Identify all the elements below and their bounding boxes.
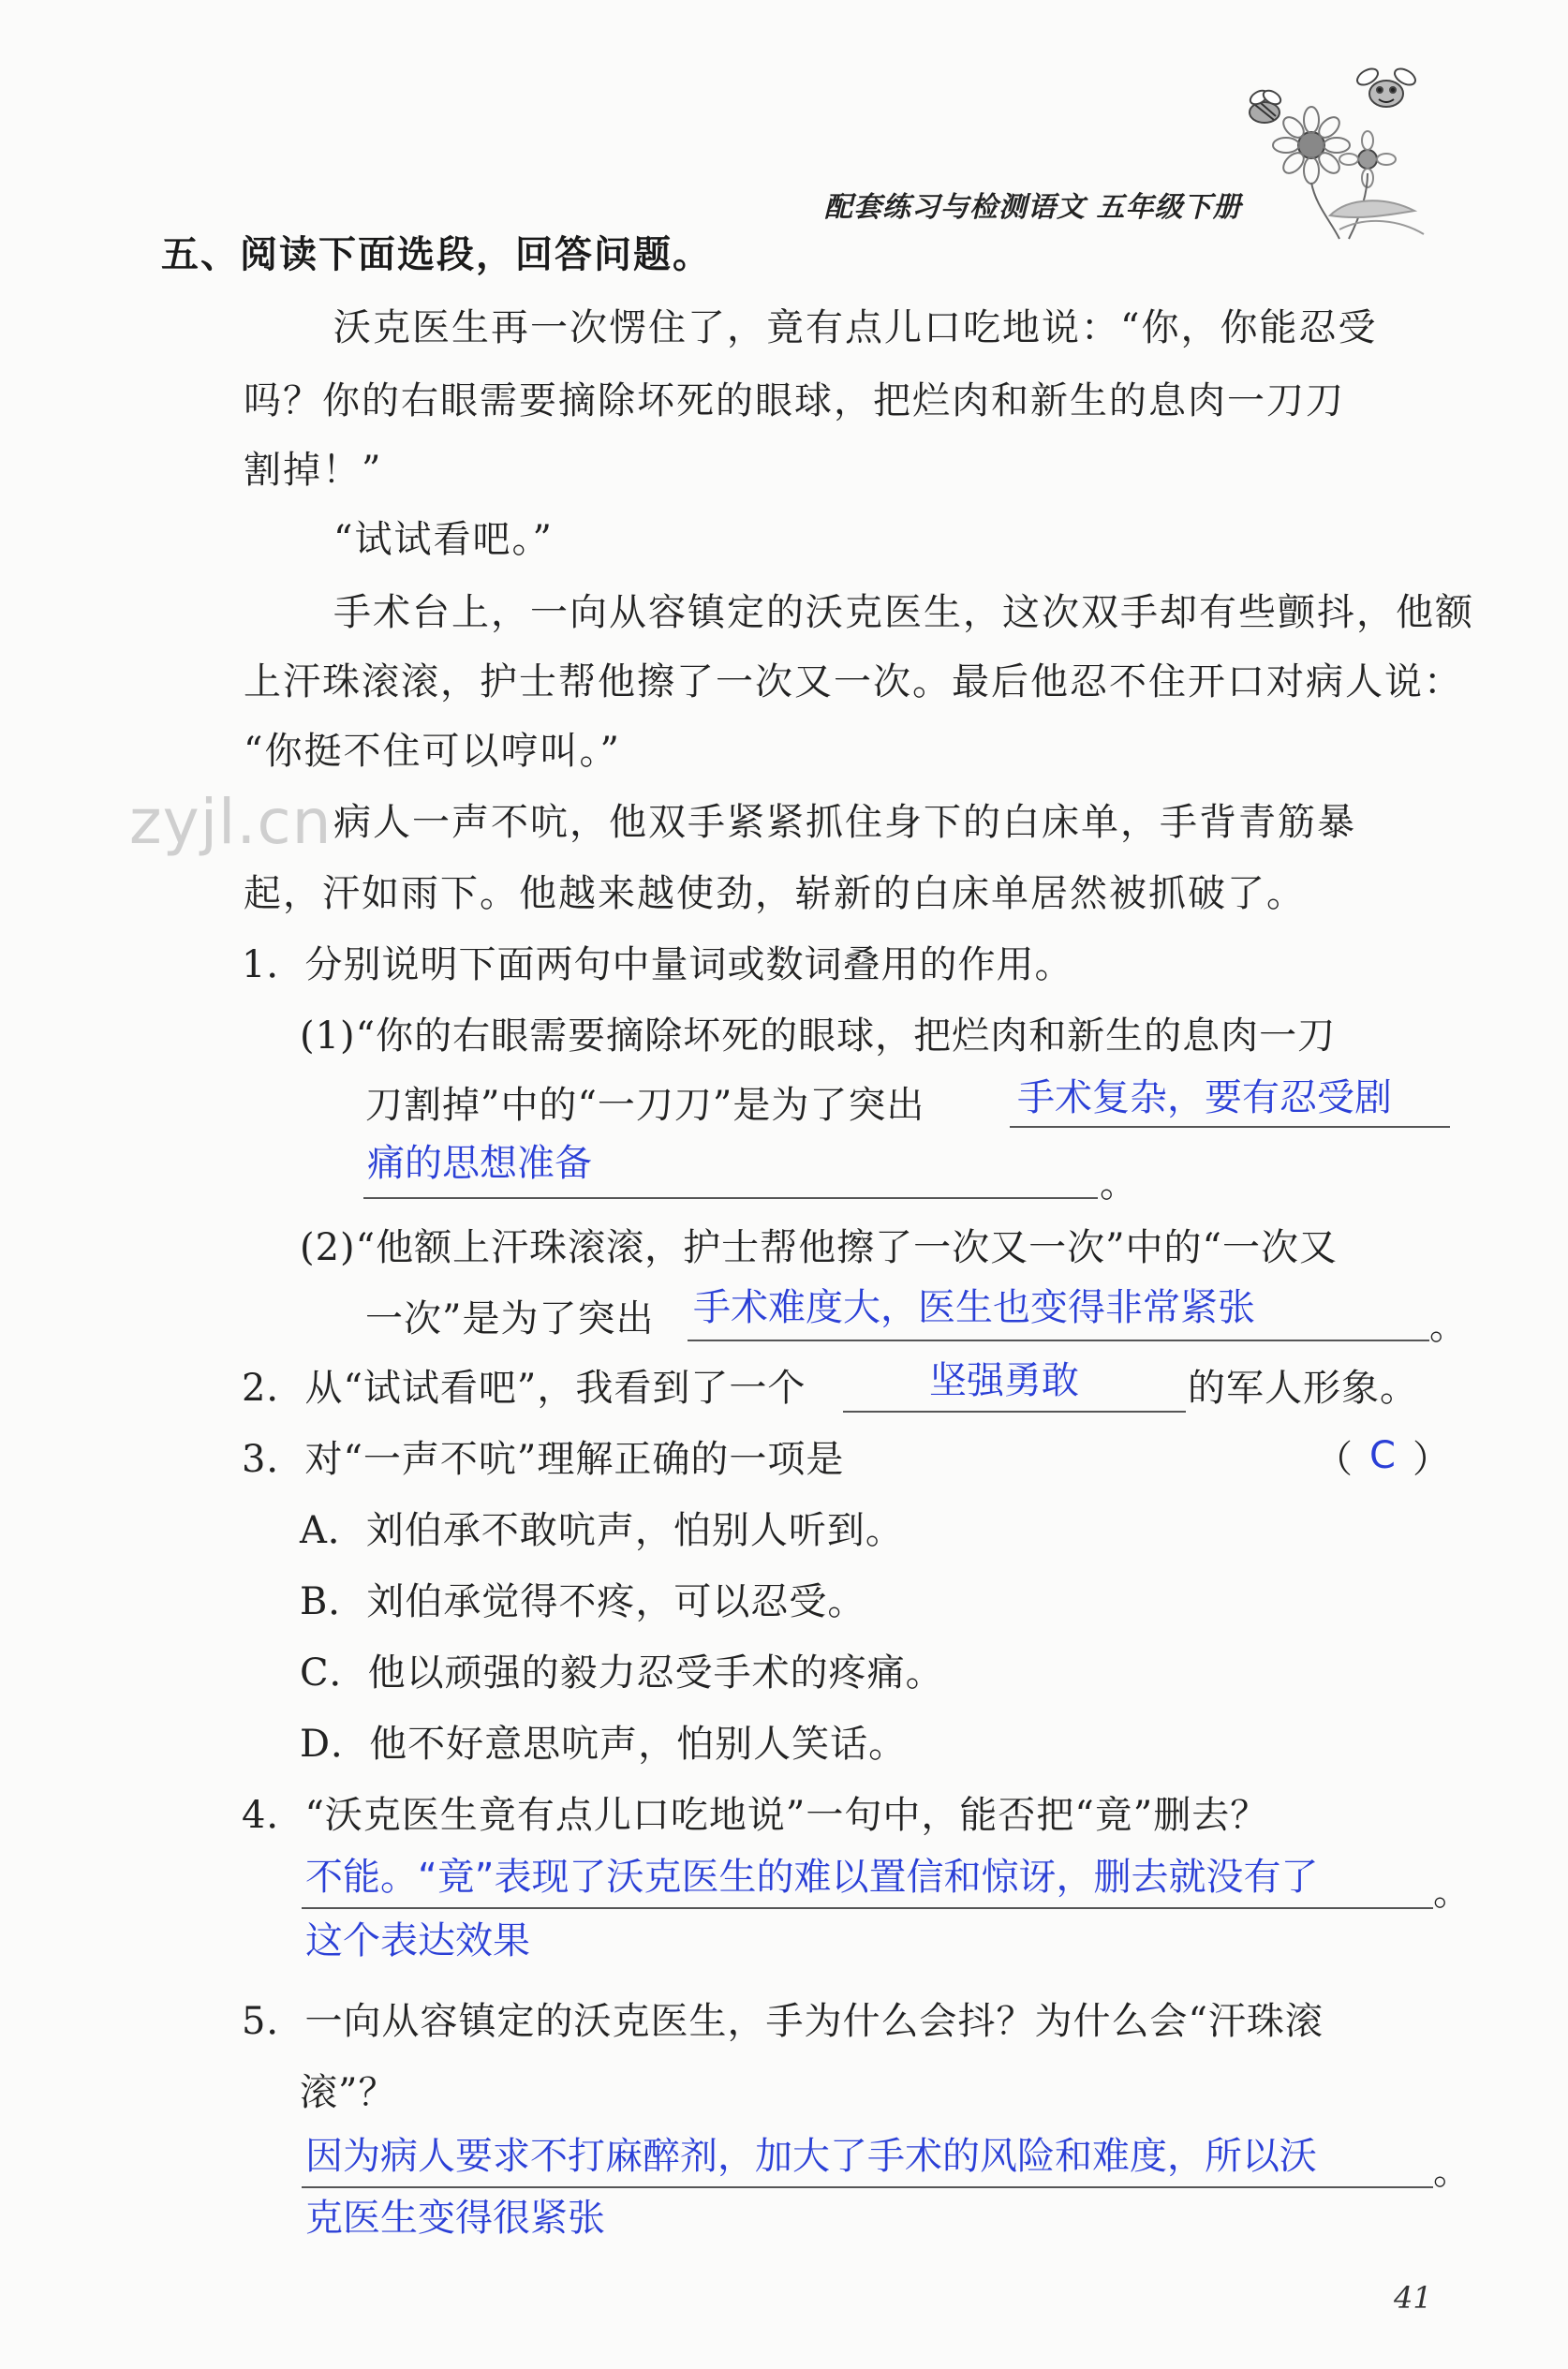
option-a: A．刘伯承不敢吭声，怕别人听到。	[300, 1509, 904, 1552]
answer-5: 因为病人要求不打麻醉剂，加大了手术的风险和难度，所以沃	[305, 2135, 1317, 2178]
flower-bee-decoration	[1227, 56, 1433, 244]
question-5-stem: 5．一向从容镇定的沃克医生，手为什么会抖？为什么会“汗珠滚	[242, 2000, 1324, 2043]
passage-line: 割掉！”	[244, 449, 383, 492]
workbook-header-title: 配套练习与检测语文 五年级下册	[824, 191, 1242, 224]
question-3-stem: 3．对“一声不吭”理解正确的一项是	[242, 1438, 845, 1481]
passage-line: 吗？你的右眼需要摘除坏死的眼球，把烂肉和新生的息肉一刀刀	[244, 379, 1345, 422]
passage-line: 起，汗如雨下。他越来越使劲，崭新的白床单居然被抓破了。	[244, 872, 1306, 915]
question-1-1-text: (1)“你的右眼需要摘除坏死的眼球，把烂肉和新生的息肉一刀	[300, 1014, 1337, 1058]
answer-1-1: 手术复杂，要有忍受剧	[1017, 1076, 1392, 1119]
answer-2: 坚强勇敢	[929, 1359, 1079, 1402]
answer-4: 不能。“竟”表现了沃克医生的难以置信和惊讶，删去就没有了	[305, 1856, 1319, 1899]
section-title: 五、阅读下面选段，回答问题。	[161, 233, 712, 276]
question-1-stem: 1．分别说明下面两句中量词或数词叠用的作用。	[242, 943, 1073, 986]
end-mark: 。	[1433, 1871, 1471, 1914]
watermark: zyjl.cn	[129, 786, 333, 858]
answer-1-1: 痛的思想准备	[367, 1142, 592, 1185]
answer-blank-line	[363, 1197, 1098, 1199]
answer-1-2: 手术难度大，医生也变得非常紧张	[693, 1286, 1255, 1329]
passage-line: 沃克医生再一次愣住了，竟有点儿口吃地说：“你，你能忍受	[333, 306, 1378, 349]
page-number: 41	[1394, 2280, 1432, 2316]
answer-5: 克医生变得很紧张	[305, 2197, 605, 2240]
end-mark: 。	[1429, 1305, 1467, 1348]
answer-4: 这个表达效果	[305, 1919, 530, 1962]
answer-paren-close: ）	[1413, 1438, 1450, 1481]
question-1-2-text: (2)“他额上汗珠滚滚，护士帮他擦了一次又一次”中的“一次又	[300, 1226, 1339, 1269]
answer-blank-line	[302, 1907, 1433, 1909]
question-2-text: 的军人形象。	[1188, 1367, 1418, 1410]
answer-blank-line	[302, 2186, 1433, 2188]
option-d: D．他不好意思吭声，怕别人笑话。	[300, 1723, 908, 1766]
option-c: C．他以顽强的毅力忍受手术的疼痛。	[300, 1651, 944, 1695]
question-4-stem: 4．“沃克医生竟有点儿口吃地说”一句中，能否把“竟”删去？	[242, 1794, 1269, 1837]
answer-blank-line	[688, 1340, 1429, 1341]
answer-paren-open: （	[1315, 1438, 1353, 1481]
passage-line: 上汗珠滚滚，护士帮他擦了一次又一次。最后他忍不住开口对病人说：	[244, 660, 1463, 703]
question-1-2-text: 一次”是为了突出	[365, 1297, 655, 1340]
option-b: B．刘伯承觉得不疼，可以忍受。	[300, 1580, 866, 1623]
passage-line: “你挺不住可以哼叫。”	[244, 730, 621, 773]
answer-blank-line	[843, 1411, 1186, 1413]
question-5-stem: 滚”？	[300, 2071, 397, 2114]
answer-3: C	[1369, 1434, 1396, 1477]
end-mark: 。	[1433, 2150, 1471, 2193]
passage-line: 手术台上，一向从容镇定的沃克医生，这次双手却有些颤抖，他额	[333, 591, 1474, 634]
answer-blank-line	[1010, 1126, 1450, 1128]
question-1-1-text: 刀割掉”中的“一刀刀”是为了突出	[365, 1084, 925, 1127]
passage-line: 病人一声不吭，他双手紧紧抓住身下的白床单，手背青筋暴	[333, 801, 1356, 844]
passage-line: “试试看吧。”	[333, 518, 554, 561]
end-mark: 。	[1100, 1162, 1137, 1206]
question-2-text: 2．从“试试看吧”，我看到了一个	[242, 1367, 806, 1410]
